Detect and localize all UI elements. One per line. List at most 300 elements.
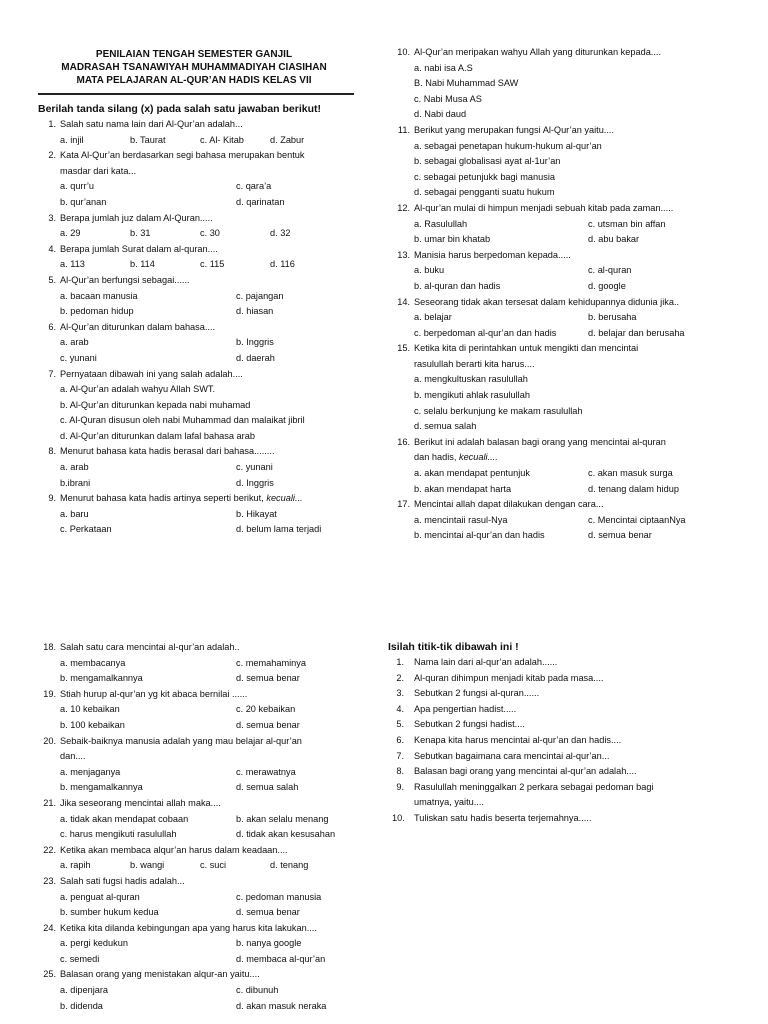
question-number: 10. xyxy=(392,812,405,823)
question-continuation xyxy=(392,795,722,811)
answer-option: b. Hikayat xyxy=(236,508,277,519)
question-number: 25. xyxy=(43,969,56,980)
question-number: 14. xyxy=(397,296,410,307)
answer-option: d. belajar dan berusaha xyxy=(588,327,685,338)
question-text-main: Stiah hurup al-qur’an yg kit abaca bernilai ...... xyxy=(60,688,248,699)
question-text-main: Tuliskan satu hadis beserta terjemahnya..... xyxy=(414,812,592,823)
question-text xyxy=(414,780,722,796)
question-number: 19. xyxy=(43,688,56,699)
question-text-main: Menurut bahasa kata hadis berasal dari bahasa........ xyxy=(60,446,275,457)
answer-options xyxy=(414,310,722,341)
question-text-main: Ketika akan membaca alqur’an harus dalam keadaan.... xyxy=(60,844,288,855)
question-text-cont-main: rasulullah berarti kita harus.... xyxy=(414,358,535,369)
answer-option: b. mengikuti ahlak rasulullah xyxy=(414,390,530,401)
question-item xyxy=(392,123,722,201)
answer-option: b. wangi xyxy=(130,860,165,871)
question-column-3 xyxy=(38,640,368,1014)
question-text xyxy=(414,295,722,311)
question-line xyxy=(392,295,722,311)
answer-options xyxy=(414,139,722,201)
question-item xyxy=(38,367,358,445)
answer-option: c. yunani xyxy=(60,352,97,363)
answer-options xyxy=(60,335,358,366)
question-line xyxy=(38,273,358,289)
question-text-main: Kata Al-Qur’an berdasarkan segi bahasa merupakan bentuk xyxy=(60,150,305,161)
question-text xyxy=(414,671,722,687)
question-number: 3. xyxy=(48,212,56,223)
question-item xyxy=(392,780,722,811)
answer-option: B. Nabi Muhammad SAW xyxy=(414,78,519,89)
answer-option: b. pedoman hidup xyxy=(60,306,134,317)
question-number: 9. xyxy=(396,781,404,792)
question-number: 8. xyxy=(396,766,404,777)
question-line xyxy=(38,117,358,133)
question-number: 10. xyxy=(397,47,410,57)
answer-option: d. 116 xyxy=(270,259,295,270)
question-line xyxy=(38,967,368,983)
question-line xyxy=(38,874,368,890)
question-item xyxy=(38,242,358,273)
question-text-main: Seseorang tidak akan tersesat dalam kehidupannya didunia jika.. xyxy=(414,296,680,307)
question-text-main: Menurut bahasa kata hadis artinya seperti berikut, xyxy=(60,493,264,504)
question-item xyxy=(38,734,368,796)
answer-options xyxy=(60,936,368,967)
question-line xyxy=(392,811,722,827)
question-text-main: Apa pengertian hadist..... xyxy=(414,703,517,714)
answer-options xyxy=(60,702,368,733)
answer-option: d. semua benar xyxy=(236,673,300,684)
exam-header xyxy=(38,48,350,87)
question-line xyxy=(38,921,368,937)
question-text xyxy=(414,702,722,718)
question-text xyxy=(60,687,368,703)
question-line xyxy=(392,341,722,357)
question-text-main: Salah sati fugsi hadis adalah... xyxy=(60,875,185,886)
answer-option: d. belum lama terjadi xyxy=(236,524,322,535)
question-text-main: Al-quran dihimpun menjadi kitab pada masa.... xyxy=(414,672,604,683)
question-item xyxy=(38,320,358,367)
question-number: 1. xyxy=(396,657,404,667)
answer-option: b. sebagai globalisasi ayat al-1ur’an xyxy=(414,156,561,167)
question-item xyxy=(392,655,722,671)
question-number: 6. xyxy=(396,734,404,745)
answer-option: b. sumber hukum kedua xyxy=(60,907,159,918)
answer-options xyxy=(60,507,358,538)
question-item xyxy=(392,749,722,765)
question-item xyxy=(38,117,358,148)
answer-option: d. sebagai pengganti suatu hukum xyxy=(414,187,555,198)
answer-option: d. semua benar xyxy=(236,907,300,918)
answer-option: d. abu bakar xyxy=(588,234,640,245)
answer-option: c. Nabi Musa AS xyxy=(414,93,482,104)
question-line xyxy=(38,242,358,258)
question-line xyxy=(38,640,368,656)
answer-option: b. Taurat xyxy=(130,134,166,145)
answer-option: c. suci xyxy=(200,860,227,871)
answer-option: b. akan selalu menang xyxy=(236,813,329,824)
answer-option: b. 31 xyxy=(130,228,151,239)
question-number: 6. xyxy=(48,321,56,332)
question-text-main: Jika seseorang mencintai allah maka.... xyxy=(60,797,221,808)
question-line xyxy=(38,444,358,460)
question-text-main: Al-Qur’an meripakan wahyu Allah yang diturunkan kepada.... xyxy=(414,47,662,57)
question-text xyxy=(414,341,722,357)
answer-option: d. qarinatan xyxy=(236,196,285,207)
question-text xyxy=(414,686,722,702)
question-line xyxy=(392,248,722,264)
question-item xyxy=(392,811,722,827)
question-column-2 xyxy=(392,45,722,544)
answer-option: a. 29 xyxy=(60,228,81,239)
answer-options xyxy=(60,133,358,149)
question-text-main: Mencintai allah dapat dilakukan dengan cara... xyxy=(414,499,604,510)
question-text-cont xyxy=(414,450,722,466)
answer-option: a. 10 kebaikan xyxy=(60,704,120,715)
question-text xyxy=(60,117,358,133)
question-text-main: Rasulullah meninggalkan 2 perkara sebagai pedoman bagi xyxy=(414,781,654,792)
answer-option: c. merawatnya xyxy=(236,766,296,777)
answer-options xyxy=(60,257,358,273)
answer-options xyxy=(60,812,368,843)
question-line xyxy=(392,780,722,796)
question-item xyxy=(38,273,358,320)
question-line xyxy=(38,734,368,750)
question-line xyxy=(38,320,358,336)
question-text xyxy=(414,435,722,451)
question-number: 9. xyxy=(48,493,56,504)
header-divider xyxy=(38,93,354,95)
question-text xyxy=(60,320,358,336)
question-text-main: Berapa jumlah juz dalam Al-Quran..... xyxy=(60,212,213,223)
answer-option: a. Al-Qur’an adalah wahyu Allah SWT. xyxy=(60,384,216,395)
header-line-2: MADRASAH TSANAWIYAH MUHAMMADIYAH CIASIHAN xyxy=(61,62,327,73)
question-line xyxy=(38,687,368,703)
question-item xyxy=(38,796,368,843)
question-item xyxy=(38,148,358,210)
question-text xyxy=(414,123,722,139)
question-item xyxy=(392,295,722,342)
answer-options xyxy=(60,983,368,1014)
question-number: 21. xyxy=(43,797,56,808)
question-text xyxy=(60,367,358,383)
question-text-main: Al-Qur’an diturunkan dalam bahasa.... xyxy=(60,321,216,332)
question-text xyxy=(60,967,368,983)
question-text-main: Sebutkan 2 fungsi al-quran...... xyxy=(414,688,540,699)
answer-option: a. membacanya xyxy=(60,657,126,668)
answer-option: c. 115 xyxy=(200,259,225,270)
question-text xyxy=(414,733,722,749)
answer-option: b. berusaha xyxy=(588,312,637,323)
question-text-italic: kecuali.... xyxy=(458,452,498,463)
question-continuation xyxy=(38,164,358,180)
question-number: 4. xyxy=(396,703,404,714)
answer-option: a. akan mendapat pentunjuk xyxy=(414,468,530,479)
question-item xyxy=(38,967,368,1014)
answer-options xyxy=(414,466,722,497)
question-number: 2. xyxy=(396,672,404,683)
answer-options xyxy=(60,765,368,796)
question-item xyxy=(38,211,358,242)
answer-options xyxy=(60,226,358,242)
answer-options xyxy=(60,890,368,921)
header-line-1: PENILAIAN TENGAH SEMESTER GANJIL xyxy=(95,49,293,60)
instruction-essay: Isilah titik-tik dibawah ini ! xyxy=(388,641,519,653)
answer-options xyxy=(60,858,368,874)
question-text-cont-main: masdar dari kata... xyxy=(60,165,137,176)
question-item xyxy=(392,702,722,718)
question-text xyxy=(414,201,722,217)
answer-option: c. Mencintai ciptaanNya xyxy=(588,514,686,525)
answer-options xyxy=(60,289,358,320)
question-item xyxy=(392,435,722,497)
question-item xyxy=(392,764,722,780)
answer-option: d. semua salah xyxy=(236,782,299,793)
answer-option: b. 100 kebaikan xyxy=(60,719,125,730)
question-text-cont xyxy=(414,795,722,811)
answer-option: d. Nabi daud xyxy=(414,109,467,120)
question-line xyxy=(38,843,368,859)
question-number: 7. xyxy=(396,750,404,761)
question-line xyxy=(392,497,722,513)
answer-options xyxy=(414,372,722,434)
answer-option: a. tidak akan mendapat cobaan xyxy=(60,813,189,824)
question-text xyxy=(414,248,722,264)
question-number: 24. xyxy=(43,922,56,933)
question-line xyxy=(38,367,358,383)
question-text xyxy=(60,921,368,937)
question-line xyxy=(392,671,722,687)
answer-options xyxy=(60,656,368,687)
answer-option: a. bacaan manusia xyxy=(60,290,138,301)
answer-option: d. daerah xyxy=(236,352,275,363)
answer-option: c. berpedoman al-qur’an dan hadis xyxy=(414,327,557,338)
question-line xyxy=(392,749,722,765)
question-text-cont xyxy=(60,749,368,765)
question-number: 2. xyxy=(48,150,56,161)
question-text-cont-main: dan hadis, xyxy=(414,452,457,463)
question-text-main: Sebaik-baiknya manusia adalah yang mau belajar al-qur’an xyxy=(60,735,302,746)
question-item xyxy=(38,640,368,687)
question-line xyxy=(392,702,722,718)
question-number: 5. xyxy=(396,719,404,730)
answer-option: d. tenang xyxy=(270,860,309,871)
answer-option: b. mencintai al-qur’an dan hadis xyxy=(414,530,545,541)
question-text xyxy=(414,749,722,765)
question-number: 7. xyxy=(48,368,56,379)
question-continuation xyxy=(392,450,722,466)
question-line xyxy=(38,148,358,164)
question-text-main: Salah satu nama lain dari Al-Qur’an adalah... xyxy=(60,119,243,129)
answer-option: b. umar bin khatab xyxy=(414,234,491,245)
question-line xyxy=(392,764,722,780)
question-text xyxy=(60,796,368,812)
question-text-cont-main: dan.... xyxy=(60,751,86,762)
answer-option: a. buku xyxy=(414,265,445,276)
question-text xyxy=(60,211,358,227)
question-item xyxy=(38,687,368,734)
question-item xyxy=(392,201,722,248)
answer-option: b. akan mendapat harta xyxy=(414,483,512,494)
question-number: 23. xyxy=(43,875,56,886)
answer-option: c. Al-Quran disusun oleh nabi Muhammad dan malaikat jibril xyxy=(60,415,305,426)
question-number: 5. xyxy=(48,274,56,285)
question-text xyxy=(414,717,722,733)
answer-option: a. nabi isa A.S xyxy=(414,62,473,73)
answer-option: b. didenda xyxy=(60,1000,103,1011)
question-item xyxy=(38,921,368,968)
question-item xyxy=(38,491,358,538)
question-text xyxy=(414,764,722,780)
question-text-main: Berikut yang merupakan fungsi Al-Qur’an yaitu.... xyxy=(414,124,615,135)
answer-options xyxy=(60,179,358,210)
answer-option: b. nanya google xyxy=(236,938,302,949)
question-text-main: Pernyataan dibawah ini yang salah adalah.... xyxy=(60,368,243,379)
answer-option: c. Al- Kitab xyxy=(200,134,244,145)
question-line xyxy=(392,686,722,702)
question-number: 17. xyxy=(397,499,410,510)
question-line xyxy=(392,123,722,139)
answer-option: d. Zabur xyxy=(270,134,305,145)
answer-option: d. tenang dalam hidup xyxy=(588,483,679,494)
question-number: 12. xyxy=(397,202,410,213)
question-item xyxy=(392,341,722,435)
answer-options xyxy=(414,263,722,294)
answer-option: a. dipenjara xyxy=(60,985,109,996)
answer-option: a. penguat al-quran xyxy=(60,891,140,902)
question-text-main: Ketika kita di perintahkan untuk mengikti dan mencintai xyxy=(414,343,639,354)
answer-option: b.ibrani xyxy=(60,477,91,488)
answer-option: b. Al-Qur’an diturunkan kepada nabi muhamad xyxy=(60,399,251,410)
question-line xyxy=(392,45,722,61)
answer-option: a. rapih xyxy=(60,860,91,871)
answer-option: d. Inggris xyxy=(236,477,274,488)
question-number: 1. xyxy=(48,119,56,129)
answer-option: a. arab xyxy=(60,462,89,473)
question-text xyxy=(60,242,358,258)
question-number: 20. xyxy=(43,735,56,746)
answer-option: a. 113 xyxy=(60,259,85,270)
answer-option: b. qur’anan xyxy=(60,196,107,207)
answer-options xyxy=(60,460,358,491)
question-text xyxy=(60,734,368,750)
question-item xyxy=(392,671,722,687)
question-line xyxy=(392,655,722,671)
question-text xyxy=(414,811,722,827)
question-line xyxy=(38,491,358,507)
answer-option: c. memahaminya xyxy=(236,657,306,668)
question-text xyxy=(414,655,722,671)
question-number: 18. xyxy=(43,642,56,652)
answer-option: d. akan masuk neraka xyxy=(236,1000,327,1011)
answer-option: a. menjaganya xyxy=(60,766,121,777)
answer-option: b. 114 xyxy=(130,259,155,270)
question-column-1 xyxy=(38,117,358,538)
question-line xyxy=(392,733,722,749)
header-line-3: MATA PELAJARAN AL-QUR’AN HADIS KELAS VII xyxy=(76,75,312,86)
question-text-cont-main: umatnya, yaitu.... xyxy=(414,797,484,808)
question-text-main: Al-Qur’an berfungsi sebagai...... xyxy=(60,274,190,285)
answer-options xyxy=(414,217,722,248)
answer-option: c. selalu berkunjung ke makam rasulullah xyxy=(414,405,583,416)
answer-option: a. baru xyxy=(60,508,89,519)
question-line xyxy=(392,717,722,733)
answer-option: d. membaca al-qur’an xyxy=(236,953,326,964)
question-text xyxy=(60,874,368,890)
question-number: 13. xyxy=(397,249,410,260)
question-item xyxy=(38,444,358,491)
question-number: 22. xyxy=(43,844,56,855)
answer-option: b. al-quran dan hadis xyxy=(414,280,501,291)
question-line xyxy=(38,796,368,812)
question-text-main: Salah satu cara mencintai al-qur’an adalah.. xyxy=(60,642,240,652)
question-text-cont xyxy=(60,164,358,180)
answer-option: a. mengkultuskan rasulullah xyxy=(414,374,528,385)
question-number: 15. xyxy=(397,343,410,354)
question-number: 3. xyxy=(396,688,404,699)
question-number: 8. xyxy=(48,446,56,457)
answer-option: d. hiasan xyxy=(236,306,274,317)
question-text-italic: kecuali... xyxy=(266,493,303,504)
question-text-main: Nama lain dari al-qur’an adalah...... xyxy=(414,657,558,667)
question-text-main: Ketika kita dilanda kebingungan apa yang harus kita lakukan.... xyxy=(60,922,317,933)
answer-option: a. arab xyxy=(60,337,89,348)
answer-option: a. mencintaii rasul-Nya xyxy=(414,514,508,525)
question-item xyxy=(38,843,368,874)
question-text-main: Balasan bagi orang yang mencintai al-qur’an adalah.... xyxy=(414,766,637,777)
answer-option: c. utsman bin affan xyxy=(588,218,666,229)
question-item xyxy=(392,248,722,295)
answer-options xyxy=(414,61,722,123)
question-text-main: Berapa jumlah Surat dalam al-quran.... xyxy=(60,243,218,254)
answer-option: c. qara’a xyxy=(236,181,272,192)
question-text xyxy=(414,45,722,61)
question-line xyxy=(38,211,358,227)
answer-options xyxy=(60,382,358,444)
question-item xyxy=(392,45,722,123)
question-text xyxy=(60,843,368,859)
answer-option: b. Inggris xyxy=(236,337,274,348)
answer-option: c. sebagai petunjukk bagi manusia xyxy=(414,171,555,182)
answer-option: d. semua benar xyxy=(588,530,652,541)
answer-option: a. belajar xyxy=(414,312,452,323)
answer-option: a. qurr’u xyxy=(60,181,95,192)
answer-option: c. dibunuh xyxy=(236,985,279,996)
question-text-cont xyxy=(414,357,722,373)
question-text-main: Sebutkan 2 fungsi hadist.... xyxy=(414,719,525,730)
question-text xyxy=(60,491,358,507)
question-number: 16. xyxy=(397,436,410,447)
answer-option: c. 20 kebaikan xyxy=(236,704,296,715)
answer-option: d. google xyxy=(588,280,626,291)
instruction-multiple-choice: Berilah tanda silang (x) pada salah satu jawaban berikut! xyxy=(38,103,321,115)
answer-option: a. Rasulullah xyxy=(414,218,468,229)
answer-option: b. mengamalkannya xyxy=(60,782,143,793)
question-item xyxy=(392,686,722,702)
answer-option: c. al-quran xyxy=(588,265,632,276)
answer-option: a. pergi kedukun xyxy=(60,938,128,949)
answer-option: d. semua benar xyxy=(236,719,300,730)
answer-option: c. yunani xyxy=(236,462,273,473)
question-item xyxy=(392,733,722,749)
question-item xyxy=(392,717,722,733)
question-text xyxy=(60,273,358,289)
question-text-main: Manisia harus berpedoman kepada..... xyxy=(414,249,571,260)
answer-option: d. 32 xyxy=(270,228,291,239)
answer-option: d. tidak akan kesusahan xyxy=(236,829,336,840)
answer-option: c. pajangan xyxy=(236,290,284,301)
question-continuation xyxy=(38,749,368,765)
answer-option: b. mengamalkannya xyxy=(60,673,143,684)
